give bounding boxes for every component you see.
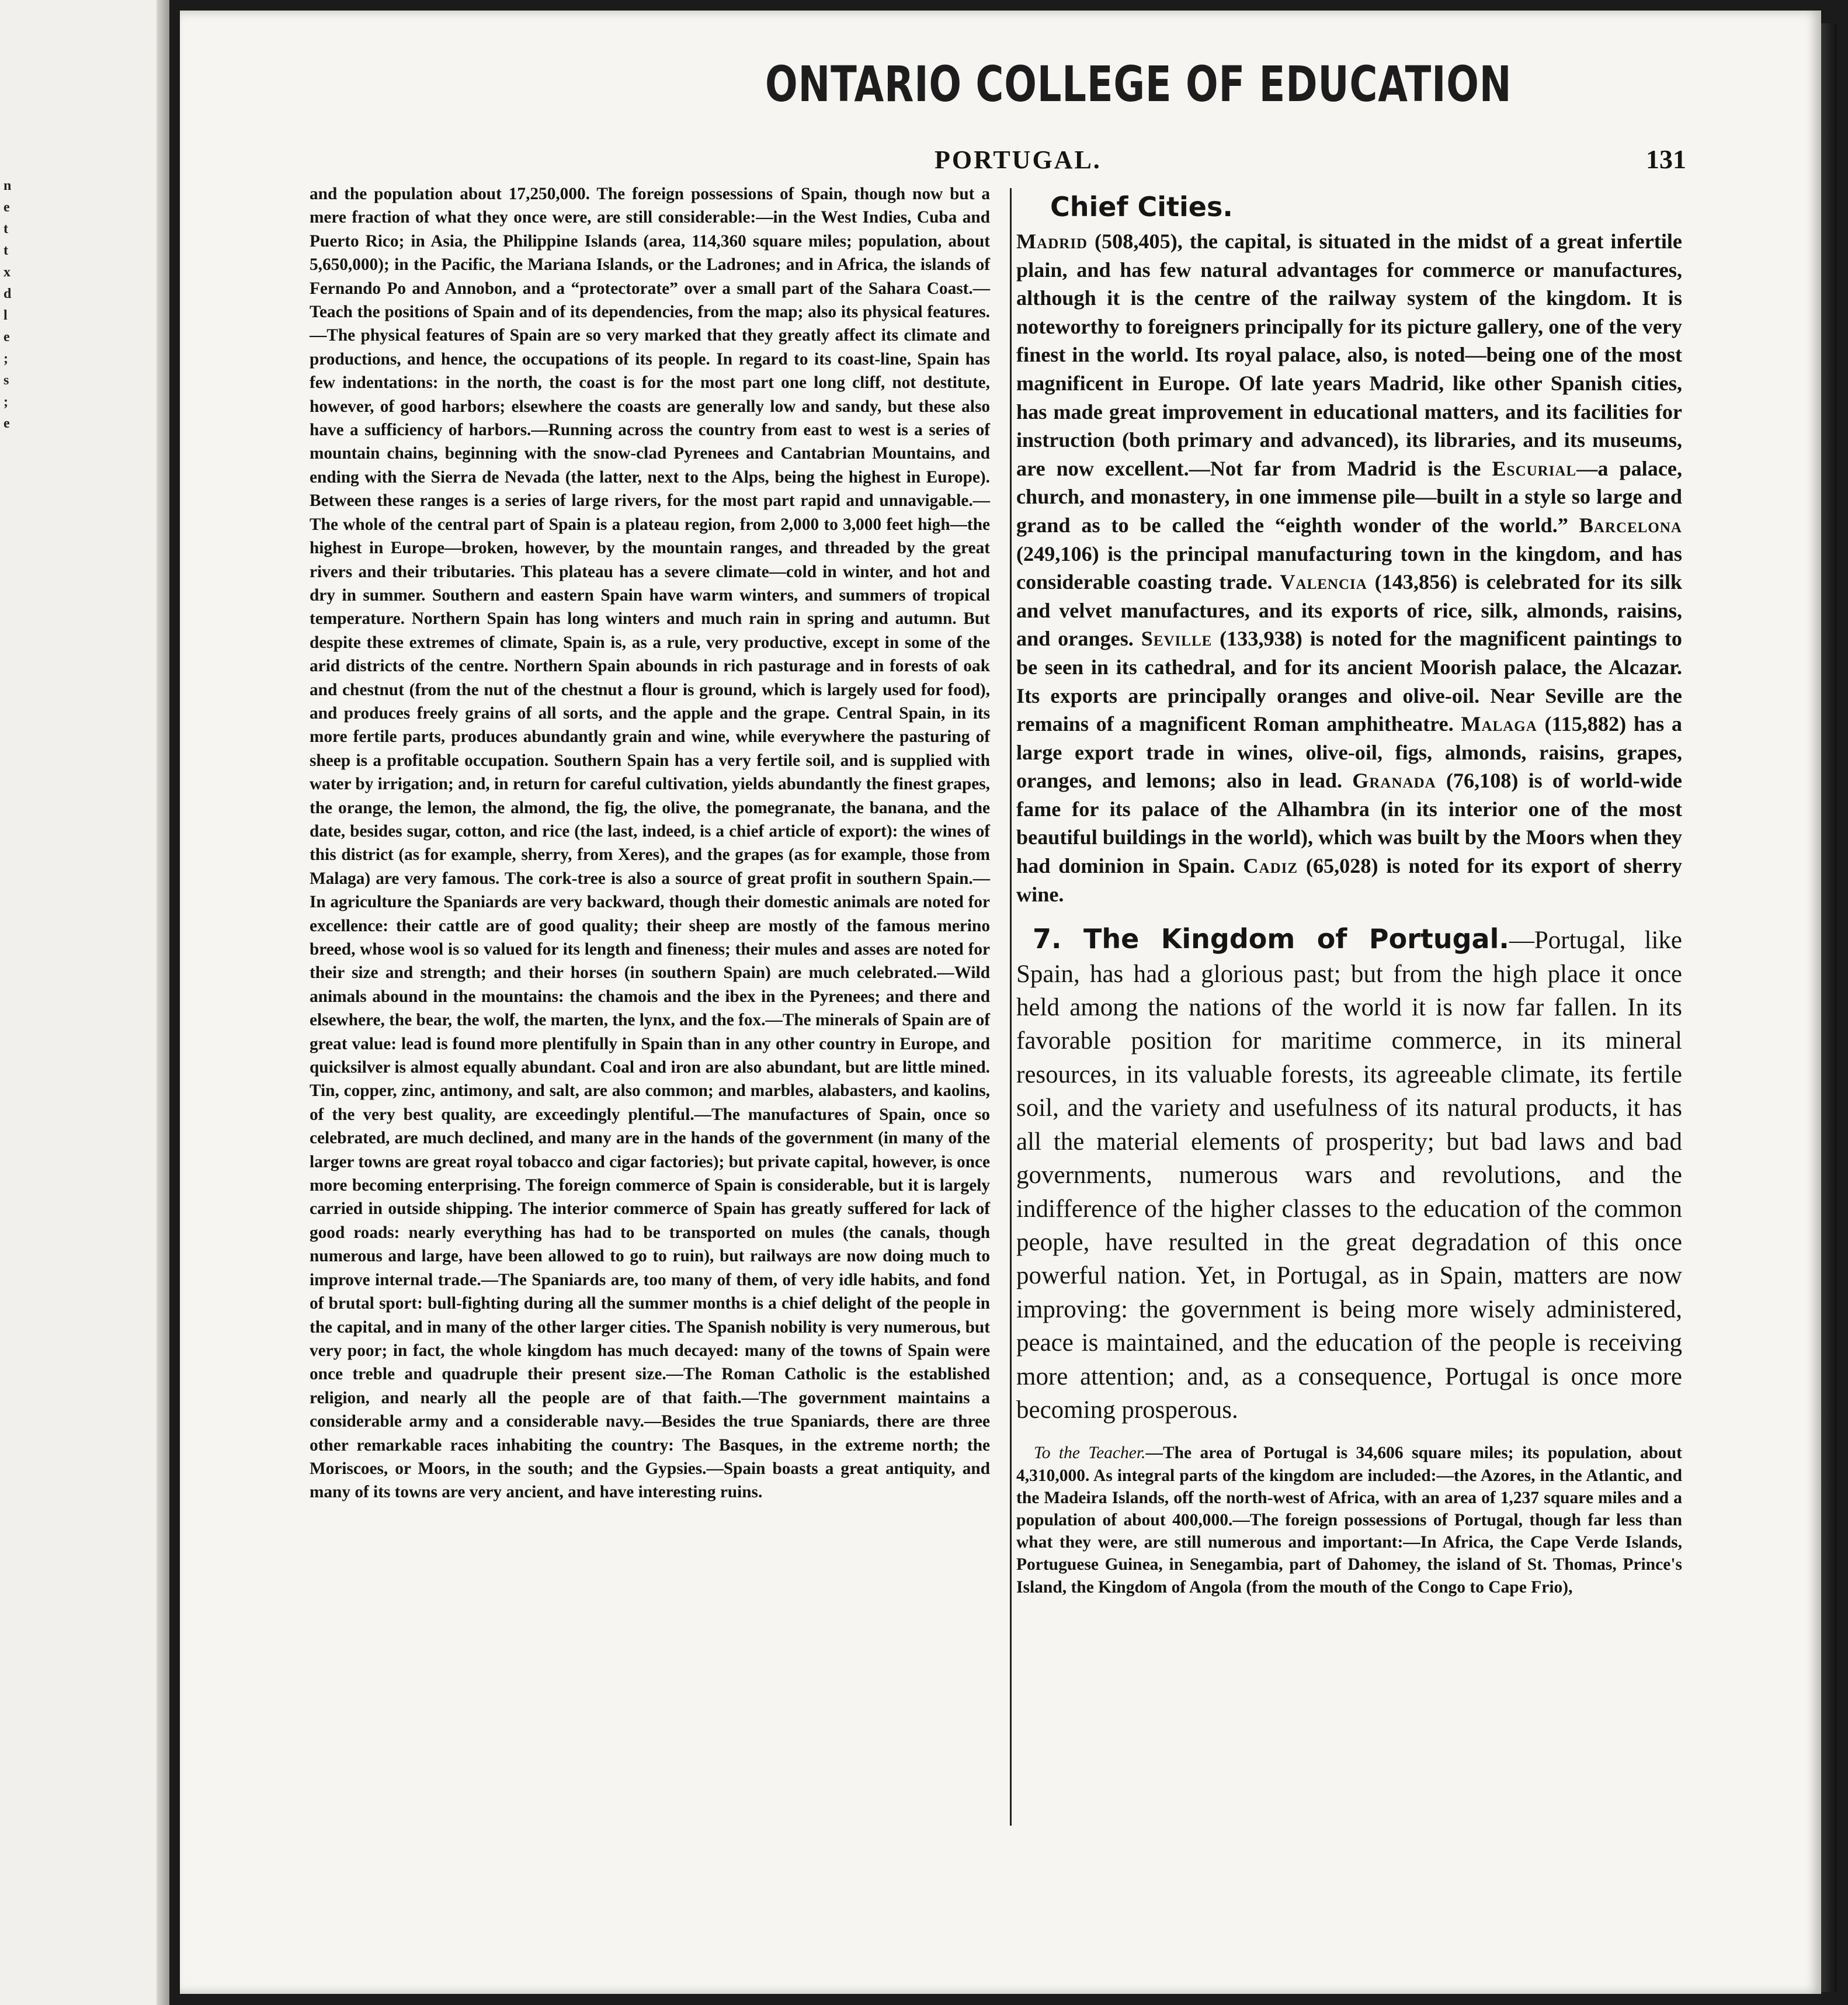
city-name: Escurial (1492, 456, 1577, 480)
city-description: (133,938) is noted for the magnificent paintings to be seen in its cathedral, and for its ancient Moorish palace, the Alcazar. Its exports are principally oranges and olive-oil. Near Seville are the remains of a magnificent Roman amphitheatre. (1016, 627, 1682, 736)
library-stamp: ONTARIO COLLEGE OF EDUCATION (765, 55, 1512, 113)
facing-page-edge-letters: n e t t x d l e ; s ; e (4, 178, 12, 431)
running-title: PORTUGAL. (935, 145, 1102, 174)
kingdom-heading: 7. The Kingdom of Portugal. (1033, 923, 1509, 955)
left-column (310, 182, 990, 1504)
column-rule (1010, 188, 1012, 1826)
city-description: (65,028) is noted for its export of sherry wine. (1016, 854, 1682, 906)
city-name: Seville (1141, 627, 1213, 651)
city-name: Madrid (1016, 230, 1088, 253)
kingdom-section (1016, 922, 1682, 1427)
city-description: —a palace, church, and monastery, in one immense pile—built in a style so large and grand as to be called the “eighth wonder of the world.” (1016, 456, 1682, 537)
teacher-label: To the Teacher. (1034, 1444, 1146, 1463)
chief-cities-heading: Chief Cities. (1050, 191, 1233, 223)
city-name: Malaga (1461, 712, 1537, 736)
city-name: Barcelona (1579, 513, 1682, 537)
city-description: (508,405), the capital, is situated in the midst of a great infertile plain, and has few natural advantages for commerce or manufactures, although it is the centre of the railway system of the kingdom. It is noteworthy to foreigners principally for its picture gallery, one of the very finest in the world. Its royal palace, also, is noted—being one of the most magnificent in Europe. Of late years Madrid, like other Spanish cities, has made great improvement in educational matters, and its facilities for instruction (both primary and advanced), its libraries, and its museums, are now excellent.—Not far from Madrid is the (1016, 230, 1682, 480)
city-description: (249,106) is the principal manufacturing town in the kingdom, and has considerable coasting trade. (1016, 542, 1682, 594)
city-name: Valencia (1280, 570, 1367, 594)
page-number: 131 (1646, 144, 1686, 174)
right-column (1016, 190, 1682, 1598)
chief-cities-text (1016, 227, 1682, 908)
city-description: (143,856) is celebrated for its silk and velvet manufactures, and its exports of rice, silk, almonds, raisins, and oranges. (1016, 570, 1682, 651)
city-description: (115,882) has a large export trade in wines, olive-oil, figs, almonds, raisins, grapes, oranges, and lemons; also in lead. (1016, 712, 1682, 793)
left-column-text: and the population about 17,250,000. The foreign possessions of Spain, though now but a mere fraction of what they once were, are still considerable:—in the West Indies, Cuba and Puerto Rico; in Asia, the Philippine Islands (area, 114,360 square miles; population, about 5,650,000); in the Pacific, the Mariana Islands, or the Ladrones; and in Africa, the islands of Fernando Po and Annobon, and a “protectorate” over a small part of the Sahara Coast.—Teach the positions of Spain and of its dependencies, from the map; also its physical features.—The physical features of Spain are so very marked that they greatly affect its climate and productions, and hence, the occupations of its people. In regard to its coast-line, Spain has few indentations: in the north, the coast is for the most part one long cliff, not destitute, however, of good harbors; elsewhere the coasts are generally low and sandy, but these also have a sufficiency of harbors.—Running across the country from east to west is a series of mountain chains, beginning with the snow-clad Pyrenees and Cantabrian Mountains, and ending with the Sierra de Nevada (the latter, next to the Alps, being the highest in Europe). Between these ranges is a series of large rivers, for the most part rapid and unnavigable.—The whole of the central part of Spain is a plateau region, from 2,000 to 3,000 feet high—the highest in Europe—broken, however, by the mountain ranges, and threaded by the great rivers and their tributaries. This plateau has a severe climate—cold in winter, and hot and dry in summer. Southern and eastern Spain have warm winters, and summers of tropical temperature. Northern Spain has long winters and much rain in spring and autumn. But despite these extremes of climate, Spain is, as a rule, very productive, except in some of the arid districts of the centre. Northern Spain abounds in rich pasturage and in forests of oak and chestnut (from the nut of the chestnut a flour is ground, which is largely used for food), and produces freely grains of all sorts, and the apple and the grape. Central Spain, in its more fertile parts, produces abundantly grain and wine, while everywhere the pasturing of sheep is a profitable occupation. Southern Spain has a very fertile soil, and is supplied with water by irrigation; and, in return for careful cultivation, yields abundantly the finest grapes, the orange, the lemon, the almond, the fig, the olive, the pomegranate, the banana, and the date, besides sugar, cotton, and rice (the last, indeed, is a chief article of export): the wines of this district (as for example, sherry, from Xeres), and the grapes (as for example, those from Malaga) are very famous. The cork-tree is also a source of great profit in southern Spain.—In agriculture the Spaniards are very backward, though their domestic animals are noted for excellence: their cattle are of good quality; their sheep are mostly of the famous merino breed, whose wool is so valued for its length and fineness; their mules and asses are noted for their size and strength; and their horses (in southern Spain) are much celebrated.—Wild animals abound in the mountains: the chamois and the ibex in the Pyrenees; and there and elsewhere, the bear, the wolf, the marten, the lynx, and the fox.—The minerals of Spain are of great value: lead is found more plentifully in Spain than in any other country in Europe, and quicksilver is almost equally abundant. Coal and iron are also abundant, but are little mined. Tin, copper, zinc, antimony, and salt, are also common; and marbles, alabasters, and kaolins, of the very best quality, are exceedingly plentiful.—The manufactures of Spain, once so celebrated, are much declined, and many are in the hands of the government (in many of the larger towns are great royal tobacco and cigar factories); but private capital, however, is once more becoming enterprising. The foreign commerce of Spain is considerable, but it is largely carried in outside shipping. The interior commerce of Spain has greatly suffered for lack of good roads: nearly everything has had to be transported on mules (the canals, though numerous and large, have been allowed to go to ruin), but railways are now doing much to improve internal trade.—The Spaniards are, too many of them, of very idle habits, and fond of brutal sport: bull-fighting during all the summer months is a chief delight of the people in the capital, and in many of the other larger cities. The Spanish nobility is very numerous, but very poor; in fact, the whole kingdom has much decayed: many of the towns of Spain were once treble and quadruple their present size.—The Roman Catholic is the established religion, and nearly all the people are of that faith.—The government maintains a considerable army and a considerable navy.—Besides the true Spaniards, there are three other remarkable races inhabiting the country: The Basques, in the extreme north; the Moriscoes, or Moors, in the south; and the Gypsies.—Spain boasts a great antiquity, and many of its towns are very ancient, and have interesting ruins. (310, 185, 990, 1502)
city-name: Cadiz (1243, 854, 1298, 878)
teacher-note (1016, 1442, 1682, 1598)
city-name: Granada (1352, 769, 1436, 793)
kingdom-text: —Portugal, like Spain, has had a glorious past; but from the high place it once held among the nations of the world it is now far fallen. In its favorable position for maritime commerce, in its mineral resources, in its valuable forests, its agreeable climate, its fertile soil, and the variety and usefulness of its natural products, it has all the material elements of prosperity; but bad laws and bad governments, numerous wars and revolutions, and the indifference of the higher classes to the education of the common people, have resulted in the great degradation of this once powerful nation. Yet, in Portugal, as in Spain, matters are now improving: the government is being more wisely administered, peace is maintained, and the education of the people is receiving more attention; and, as a consequence, Portugal is once more becoming prosperous. (1016, 927, 1682, 1424)
facing-page (0, 0, 169, 2005)
gutter-shadow (157, 0, 169, 2005)
city-description: (76,108) is of world-wide fame for its palace of the Alhambra (in its interior one of the most beautiful buildings in the world), which was built by the Moors when they had dominion in Spain. (1016, 769, 1682, 878)
teacher-text: —The area of Portugal is 34,606 square miles; its population, about 4,310,000. As integral parts of the kingdom are included:—the Azores, in the Atlantic, and the Madeira Islands, off the north-west of Africa, with an area of 1,237 square miles and a population of about 400,000.—The foreign possessions of Portugal, though far less than what they were, are still numerous and important:—In Africa, the Cape Verde Islands, Portuguese Guinea, in Senegambia, part of Dahomey, the island of St. Thomas, Prince's Island, the Kingdom of Angola (from the mouth of the Congo to Cape Frio), (1016, 1444, 1682, 1597)
